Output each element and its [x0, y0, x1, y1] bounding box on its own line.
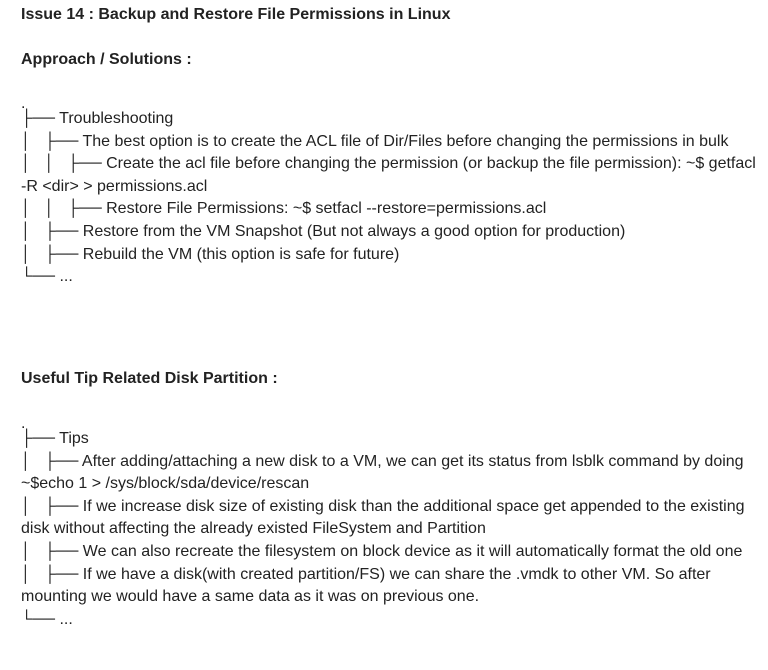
tree-line: ├── Tips [21, 430, 89, 447]
tree-line: ├── Troubleshooting [21, 110, 174, 127]
tree-root: . [21, 415, 26, 432]
tree-line: │ ├── If we increase disk size of existing disk than the additional space get appended to the existing disk without affecting the already existed FileSystem and Partition [21, 497, 749, 538]
tree-line: └── ... [21, 268, 73, 286]
tree-line: │ ├── Rebuild the VM (this option is safe for future) [21, 245, 400, 263]
tree-line: │ │ ├── Restore File Permissions: ~$ setfacl --restore=permissions.acl [21, 200, 547, 218]
tree-line: │ │ ├── Create the acl file before changing the permission (or backup the file permission): ~$ getfacl -R <dir> > permissions.acl [21, 155, 761, 195]
tip-tree [21, 415, 761, 631]
tree-line: │ ├── After adding/attaching a new disk to a VM, we can get its status from lsblk command by doing ~$echo 1 > /sys/block/sda/device/rescan [21, 452, 749, 493]
issue-title: Issue 14 : Backup and Restore File Permissions in Linux [21, 6, 451, 23]
tree-line: └── ... [21, 610, 73, 628]
tree-line: │ ├── The best option is to create the ACL file of Dir/Files before changing the permissions in bulk [21, 132, 729, 150]
tip-heading: Useful Tip Related Disk Partition : [21, 370, 278, 387]
tree-line: │ ├── We can also recreate the filesystem on block device as it will automatically format the old one [21, 542, 743, 560]
tree-line: │ ├── If we have a disk(with created partition/FS) we can share the .vmdk to other VM. So after mounting we would have a same data as it was on previous one. [21, 565, 716, 606]
approach-tree [21, 95, 761, 289]
tree-line: │ ├── Restore from the VM Snapshot (But not always a good option for production) [21, 222, 626, 240]
approach-heading: Approach / Solutions : [21, 51, 192, 68]
tree-root: . [21, 95, 26, 112]
